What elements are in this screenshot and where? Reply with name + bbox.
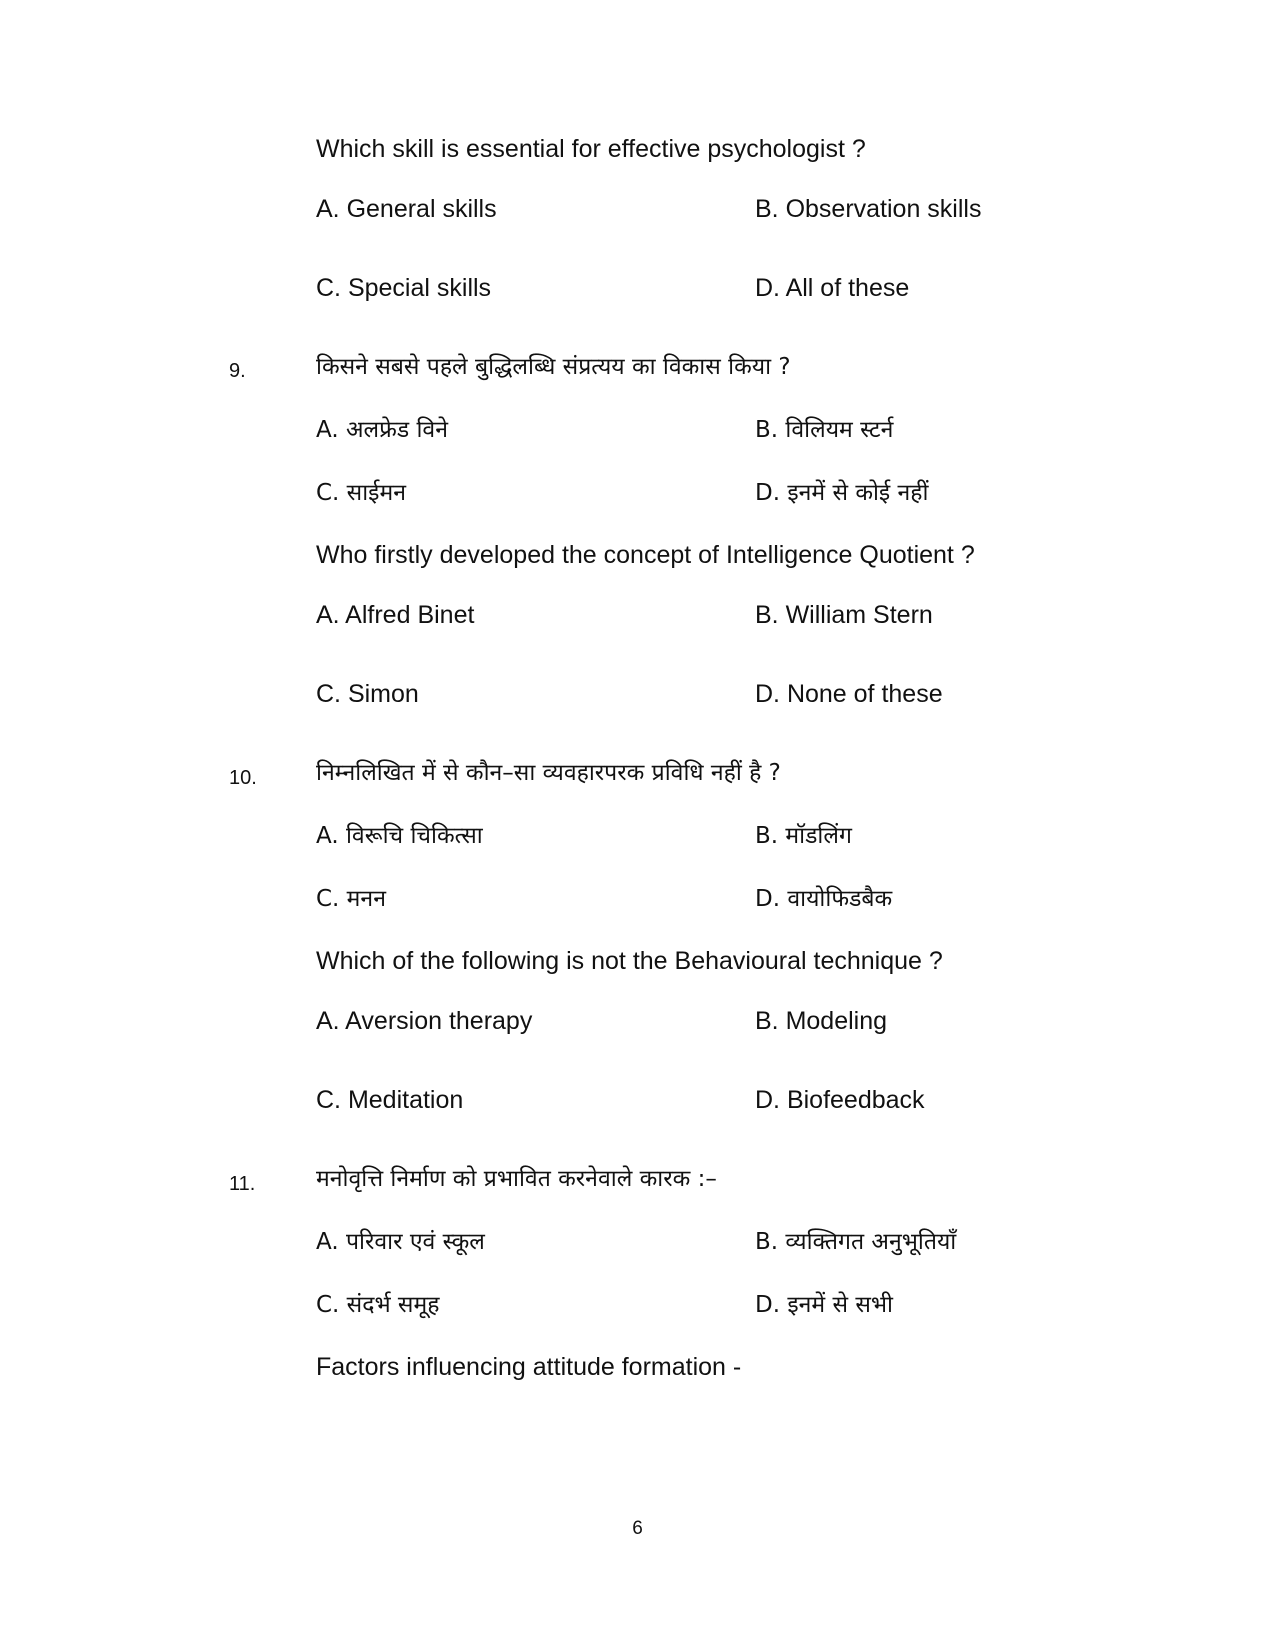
question-number: 11. <box>229 1173 256 1195</box>
option-c: C. Simon <box>316 680 419 708</box>
option-d: D. Biofeedback <box>755 1086 925 1114</box>
option-b: B. William Stern <box>755 601 933 629</box>
option-d-hi: D. वायोफिडबैक <box>755 886 893 912</box>
option-d-hi: D. इनमें से सभी <box>755 1292 893 1318</box>
question-text-en: Who firstly developed the concept of Intelligence Quotient ? <box>316 541 975 569</box>
option-c: C. Meditation <box>316 1086 464 1114</box>
option-b: B. Observation skills <box>755 195 982 223</box>
option-a: A. General skills <box>316 195 497 223</box>
question-text-en: Which skill is essential for effective psychologist ? <box>316 135 866 163</box>
question-number: 10. <box>229 767 257 789</box>
question-text-hi: किसने सबसे पहले बुद्धिलब्धि संप्रत्यय का विकास किया ? <box>316 354 791 380</box>
page-number: 6 <box>632 1518 643 1539</box>
question-text-en: Factors influencing attitude formation - <box>316 1353 742 1381</box>
option-a: A. Aversion therapy <box>316 1007 533 1035</box>
option-a: A. Alfred Binet <box>316 601 475 629</box>
option-c: C. Special skills <box>316 274 492 302</box>
question-text-hi: मनोवृत्ति निर्माण को प्रभावित करनेवाले कारक :– <box>316 1166 717 1192</box>
option-b-hi: B. विलियम स्टर्न <box>755 417 894 443</box>
question-text-hi: निम्नलिखित में से कौन–सा व्यवहारपरक प्रविधि नहीं है ? <box>316 760 781 786</box>
option-c-hi: C. साईमन <box>316 480 406 506</box>
option-c-hi: C. संदर्भ समूह <box>316 1292 440 1318</box>
option-d-hi: D. इनमें से कोई नहीं <box>755 480 929 506</box>
question-number: 9. <box>229 360 246 382</box>
option-a-hi: A. अलफ्रेड विने <box>316 417 448 443</box>
question-text-en: Which of the following is not the Behavioural technique ? <box>316 947 943 975</box>
option-c-hi: C. मनन <box>316 886 386 912</box>
option-d: D. All of these <box>755 274 910 302</box>
option-b-hi: B. व्यक्तिगत अनुभूतियाँ <box>755 1229 957 1255</box>
option-d: D. None of these <box>755 680 943 708</box>
option-b-hi: B. मॉडलिंग <box>755 823 852 849</box>
option-a-hi: A. विरूचि चिकित्सा <box>316 823 483 849</box>
option-b: B. Modeling <box>755 1007 888 1035</box>
option-a-hi: A. परिवार एवं स्कूल <box>316 1229 485 1255</box>
